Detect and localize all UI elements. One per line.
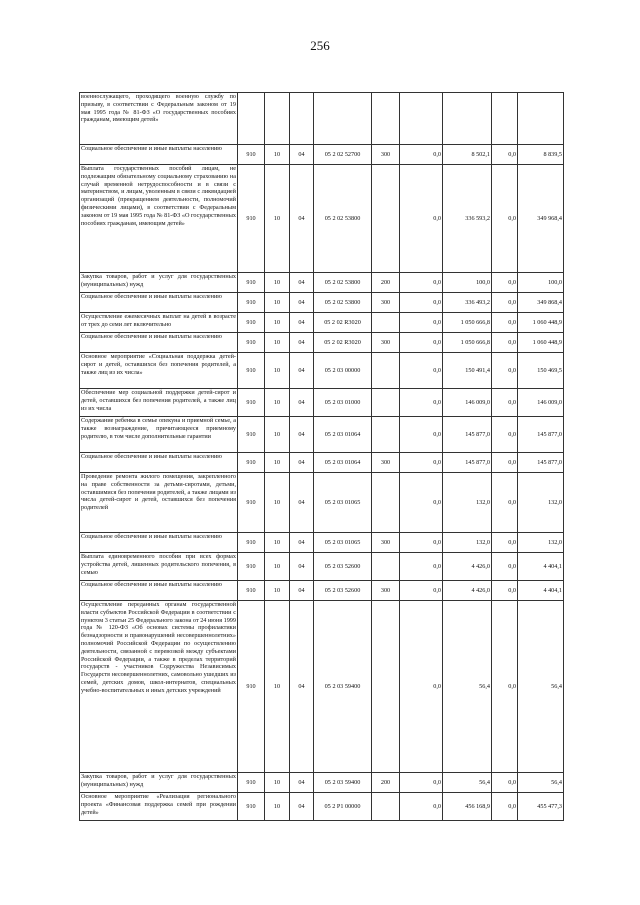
- section-cell: 10: [265, 773, 290, 793]
- amount-cell: 0,0: [400, 581, 443, 601]
- amount-cell: 0,0: [400, 273, 443, 293]
- subsection-cell: 04: [290, 145, 314, 165]
- subsection-cell: 04: [290, 601, 314, 773]
- amount-cell: 0,0: [492, 533, 518, 553]
- amount-cell: 0,0: [492, 553, 518, 581]
- amount-cell: 150 491,4: [443, 353, 492, 389]
- target-article-cell: 05 2 P1 00000: [314, 793, 372, 821]
- row-name-cell: Обеспечение мер социальной поддержки детей-сирот и детей, оставшихся без попечения родителей, а также лиц из их числа: [80, 389, 238, 417]
- target-article-cell: 05 2 03 01064: [314, 417, 372, 453]
- table-row: [80, 93, 564, 145]
- row-name-cell: Закупка товаров, работ и услуг для государственных (муниципальных) нужд: [80, 273, 238, 293]
- amount-cell: 150 469,5: [518, 353, 564, 389]
- table-row: [80, 773, 564, 793]
- target-article-cell: 05 2 02 53800: [314, 273, 372, 293]
- row-name-cell: Основное мероприятие «Социальная поддержка детей-сирот и детей, оставшихся без попечения родителей, а также лиц из их числа»: [80, 353, 238, 389]
- row-name-cell: Выплата государственных пособий лицам, не подлежащим обязательному социальному страхованию на случай временной нетрудоспособности и в связи с материнством, и лицам, уволенным в связи с ликвидацией организаций (прекращением деятельности, полномочий физическими лицами), в соответствии с Федеральным законом от 19 мая 1995 года № 81-ФЗ «О государственных пособиях гражданам, имеющим детей»: [80, 165, 238, 273]
- section-cell: 10: [265, 581, 290, 601]
- expense-type-cell: [372, 793, 400, 821]
- amount-cell: 0,0: [400, 145, 443, 165]
- amount-cell: 0,0: [492, 389, 518, 417]
- amount-cell: 0,0: [492, 601, 518, 773]
- amount-cell: 145 877,0: [443, 453, 492, 473]
- expense-type-cell: [372, 93, 400, 145]
- grbs-cell: 910: [238, 793, 265, 821]
- section-cell: 10: [265, 165, 290, 273]
- amount-cell: 4 426,0: [443, 581, 492, 601]
- amount-cell: 8 839,5: [518, 145, 564, 165]
- section-cell: 10: [265, 601, 290, 773]
- amount-cell: 0,0: [400, 793, 443, 821]
- target-article-cell: [314, 93, 372, 145]
- target-article-cell: 05 2 02 R3020: [314, 333, 372, 353]
- subsection-cell: 04: [290, 533, 314, 553]
- table-row: [80, 353, 564, 389]
- grbs-cell: 910: [238, 333, 265, 353]
- subsection-cell: 04: [290, 293, 314, 313]
- amount-cell: 132,0: [518, 473, 564, 533]
- subsection-cell: 04: [290, 353, 314, 389]
- table-row: [80, 581, 564, 601]
- table-row: [80, 601, 564, 773]
- amount-cell: [518, 93, 564, 145]
- grbs-cell: 910: [238, 313, 265, 333]
- amount-cell: 0,0: [400, 313, 443, 333]
- expense-type-cell: [372, 601, 400, 773]
- amount-cell: [400, 93, 443, 145]
- section-cell: [265, 93, 290, 145]
- table-row: [80, 417, 564, 453]
- grbs-cell: [238, 93, 265, 145]
- amount-cell: 455 477,3: [518, 793, 564, 821]
- row-name-cell: Содержание ребенка в семье опекуна и приемной семье, а также вознаграждение, причитающееся приемному родителю, в том числе дополнительные гарантии: [80, 417, 238, 453]
- expense-type-cell: 300: [372, 145, 400, 165]
- table-row: [80, 293, 564, 313]
- subsection-cell: 04: [290, 581, 314, 601]
- amount-cell: 146 009,0: [443, 389, 492, 417]
- target-article-cell: 05 2 03 52600: [314, 553, 372, 581]
- target-article-cell: 05 2 03 01065: [314, 533, 372, 553]
- expense-type-cell: 300: [372, 293, 400, 313]
- amount-cell: 1 060 448,9: [518, 333, 564, 353]
- target-article-cell: 05 2 03 01065: [314, 473, 372, 533]
- table-row: [80, 273, 564, 293]
- grbs-cell: 910: [238, 473, 265, 533]
- grbs-cell: 910: [238, 273, 265, 293]
- subsection-cell: 04: [290, 313, 314, 333]
- expense-type-cell: [372, 165, 400, 273]
- grbs-cell: 910: [238, 453, 265, 473]
- expense-type-cell: 200: [372, 773, 400, 793]
- amount-cell: 0,0: [400, 601, 443, 773]
- amount-cell: 56,4: [443, 601, 492, 773]
- row-name-cell: Социальное обеспечение и иные выплаты населению: [80, 145, 238, 165]
- amount-cell: 0,0: [400, 389, 443, 417]
- grbs-cell: 910: [238, 417, 265, 453]
- row-name-cell: военнослужащего, проходящего военную службу по призыву, в соответствии с Федеральным законом от 19 мая 1995 года № 81-ФЗ «О государственных пособиях гражданам, имеющим детей»: [80, 93, 238, 145]
- grbs-cell: 910: [238, 145, 265, 165]
- section-cell: 10: [265, 389, 290, 417]
- amount-cell: 1 060 448,9: [518, 313, 564, 333]
- subsection-cell: 04: [290, 165, 314, 273]
- target-article-cell: 05 2 03 00000: [314, 353, 372, 389]
- amount-cell: 0,0: [400, 333, 443, 353]
- amount-cell: 0,0: [400, 533, 443, 553]
- section-cell: 10: [265, 533, 290, 553]
- target-article-cell: 05 2 02 53800: [314, 165, 372, 273]
- target-article-cell: 05 2 02 53800: [314, 293, 372, 313]
- amount-cell: 0,0: [492, 417, 518, 453]
- grbs-cell: 910: [238, 581, 265, 601]
- subsection-cell: 04: [290, 793, 314, 821]
- amount-cell: [443, 93, 492, 145]
- section-cell: 10: [265, 313, 290, 333]
- amount-cell: [492, 93, 518, 145]
- subsection-cell: 04: [290, 333, 314, 353]
- section-cell: 10: [265, 333, 290, 353]
- amount-cell: 456 168,9: [443, 793, 492, 821]
- amount-cell: 0,0: [492, 453, 518, 473]
- subsection-cell: 04: [290, 773, 314, 793]
- row-name-cell: Выплата единовременного пособия при всех формах устройства детей, лишенных родительского попечения, в семью: [80, 553, 238, 581]
- target-article-cell: 05 2 02 R3020: [314, 313, 372, 333]
- amount-cell: 100,0: [518, 273, 564, 293]
- amount-cell: 0,0: [492, 145, 518, 165]
- amount-cell: 132,0: [518, 533, 564, 553]
- row-name-cell: Проведение ремонта жилого помещения, закрепленного на праве собственности за детьми-сиротами, детьми, оставшимися без попечения родителей, а также лицами из числа детей-сирот и детей, оставшихся без попечения родителей: [80, 473, 238, 533]
- table-row: [80, 313, 564, 333]
- section-cell: 10: [265, 293, 290, 313]
- amount-cell: 336 593,2: [443, 165, 492, 273]
- amount-cell: 0,0: [492, 581, 518, 601]
- amount-cell: 4 426,0: [443, 553, 492, 581]
- amount-cell: 8 502,1: [443, 145, 492, 165]
- row-name-cell: Социальное обеспечение и иные выплаты населению: [80, 453, 238, 473]
- section-cell: 10: [265, 793, 290, 821]
- amount-cell: 1 050 666,8: [443, 313, 492, 333]
- amount-cell: 0,0: [492, 353, 518, 389]
- budget-table: [79, 92, 564, 821]
- section-cell: 10: [265, 473, 290, 533]
- section-cell: 10: [265, 453, 290, 473]
- table-row: [80, 553, 564, 581]
- target-article-cell: 05 2 03 01000: [314, 389, 372, 417]
- target-article-cell: 05 2 03 52600: [314, 581, 372, 601]
- grbs-cell: 910: [238, 533, 265, 553]
- row-name-cell: Закупка товаров, работ и услуг для государственных (муниципальных) нужд: [80, 773, 238, 793]
- amount-cell: 0,0: [400, 773, 443, 793]
- row-name-cell: Социальное обеспечение и иные выплаты населению: [80, 293, 238, 313]
- amount-cell: 0,0: [492, 793, 518, 821]
- amount-cell: 4 404,1: [518, 581, 564, 601]
- amount-cell: 0,0: [492, 773, 518, 793]
- row-name-cell: Осуществление ежемесячных выплат на детей в возрасте от трех до семи лет включительно: [80, 313, 238, 333]
- amount-cell: 146 009,0: [518, 389, 564, 417]
- amount-cell: 0,0: [492, 473, 518, 533]
- expense-type-cell: 300: [372, 333, 400, 353]
- row-name-cell: Социальное обеспечение и иные выплаты населению: [80, 333, 238, 353]
- amount-cell: 56,4: [518, 601, 564, 773]
- target-article-cell: 05 2 03 01064: [314, 453, 372, 473]
- grbs-cell: 910: [238, 553, 265, 581]
- amount-cell: 0,0: [400, 473, 443, 533]
- amount-cell: 4 404,1: [518, 553, 564, 581]
- amount-cell: 100,0: [443, 273, 492, 293]
- expense-type-cell: 300: [372, 581, 400, 601]
- section-cell: 10: [265, 145, 290, 165]
- amount-cell: 56,4: [518, 773, 564, 793]
- amount-cell: 132,0: [443, 473, 492, 533]
- row-name-cell: Осуществление переданных органам государственной власти субъектов Российской Федерации в соответствии с пунктом 3 статьи 25 Федерального закона от 24 июня 1999 года № 120-ФЗ «Об основах системы профилактики безнадзорности и правонарушений несовершеннолетних» полномочий Российской Федерации по осуществлению деятельности, связанной с перевозкой между субъектами Российской Федерации, а также в пределах территорий государств - участников Содружества Независимых Государств несовершеннолетних, самовольно ушедших из семей, детских домов, школ-интернатов, специальных учебно-воспитательных и иных детских учреждений: [80, 601, 238, 773]
- amount-cell: 145 877,0: [518, 417, 564, 453]
- grbs-cell: 910: [238, 353, 265, 389]
- grbs-cell: 910: [238, 601, 265, 773]
- amount-cell: 0,0: [400, 453, 443, 473]
- amount-cell: 0,0: [400, 417, 443, 453]
- subsection-cell: 04: [290, 389, 314, 417]
- amount-cell: 132,0: [443, 533, 492, 553]
- amount-cell: 0,0: [492, 165, 518, 273]
- expense-type-cell: [372, 417, 400, 453]
- amount-cell: 0,0: [492, 273, 518, 293]
- row-name-cell: Основное мероприятие «Реализация регионального проекта «Финансовая поддержка семей при рождении детей»: [80, 793, 238, 821]
- grbs-cell: 910: [238, 773, 265, 793]
- section-cell: 10: [265, 417, 290, 453]
- expense-type-cell: [372, 473, 400, 533]
- expense-type-cell: 300: [372, 453, 400, 473]
- grbs-cell: 910: [238, 293, 265, 313]
- amount-cell: 336 493,2: [443, 293, 492, 313]
- amount-cell: 145 877,0: [518, 453, 564, 473]
- page-number: 256: [310, 38, 330, 53]
- table-row: [80, 473, 564, 533]
- subsection-cell: 04: [290, 453, 314, 473]
- section-cell: 10: [265, 353, 290, 389]
- table-row: [80, 333, 564, 353]
- expense-type-cell: 200: [372, 273, 400, 293]
- grbs-cell: 910: [238, 389, 265, 417]
- target-article-cell: 05 2 03 59400: [314, 773, 372, 793]
- table-row: [80, 533, 564, 553]
- table-row: [80, 165, 564, 273]
- amount-cell: 0,0: [400, 293, 443, 313]
- amount-cell: 0,0: [400, 553, 443, 581]
- expense-type-cell: [372, 553, 400, 581]
- amount-cell: 0,0: [400, 353, 443, 389]
- expense-type-cell: [372, 353, 400, 389]
- subsection-cell: 04: [290, 273, 314, 293]
- subsection-cell: 04: [290, 473, 314, 533]
- expense-type-cell: [372, 313, 400, 333]
- amount-cell: 56,4: [443, 773, 492, 793]
- table-row: [80, 793, 564, 821]
- amount-cell: 349 868,4: [518, 293, 564, 313]
- amount-cell: 349 968,4: [518, 165, 564, 273]
- table-row: [80, 389, 564, 417]
- target-article-cell: 05 2 03 59400: [314, 601, 372, 773]
- amount-cell: 0,0: [492, 333, 518, 353]
- subsection-cell: 04: [290, 417, 314, 453]
- row-name-cell: Социальное обеспечение и иные выплаты населению: [80, 533, 238, 553]
- amount-cell: 0,0: [492, 313, 518, 333]
- table-row: [80, 453, 564, 473]
- grbs-cell: 910: [238, 165, 265, 273]
- row-name-cell: Социальное обеспечение и иные выплаты населению: [80, 581, 238, 601]
- subsection-cell: 04: [290, 553, 314, 581]
- subsection-cell: [290, 93, 314, 145]
- amount-cell: 0,0: [492, 293, 518, 313]
- amount-cell: 145 877,0: [443, 417, 492, 453]
- expense-type-cell: 300: [372, 533, 400, 553]
- section-cell: 10: [265, 553, 290, 581]
- section-cell: 10: [265, 273, 290, 293]
- table-row: [80, 145, 564, 165]
- target-article-cell: 05 2 02 52700: [314, 145, 372, 165]
- expense-type-cell: [372, 389, 400, 417]
- amount-cell: 1 050 666,8: [443, 333, 492, 353]
- amount-cell: 0,0: [400, 165, 443, 273]
